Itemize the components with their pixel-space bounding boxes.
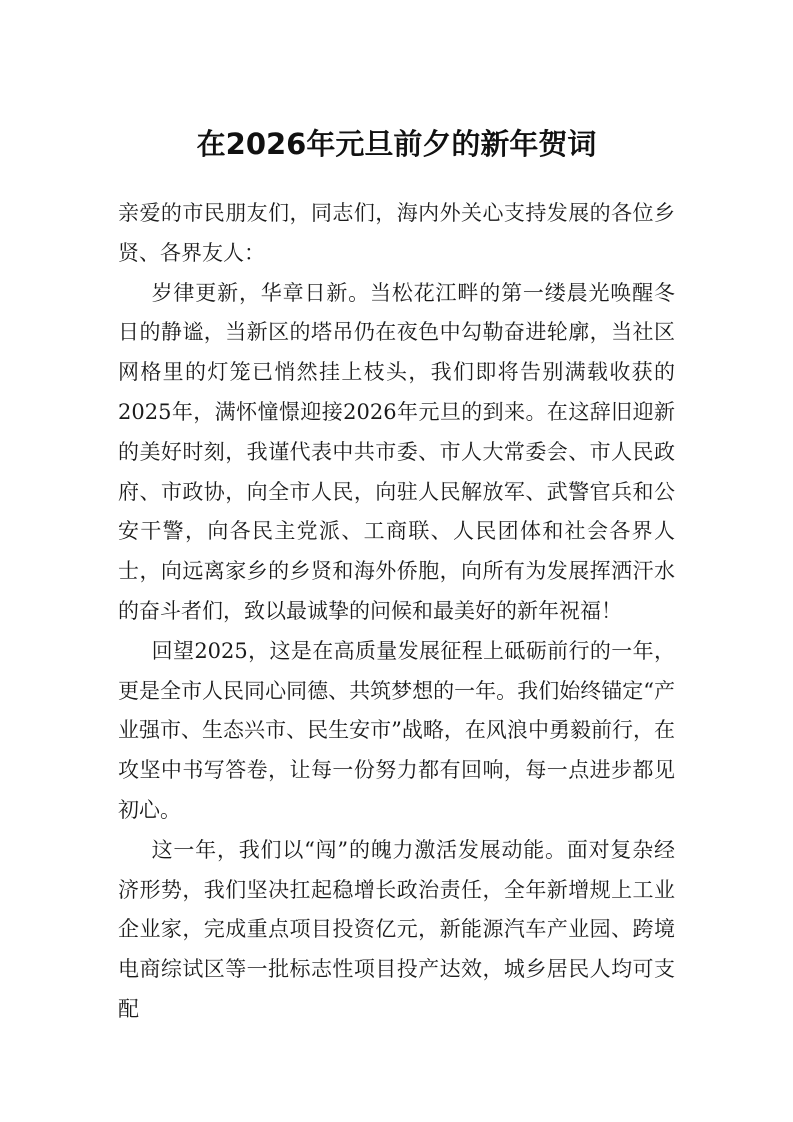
salutation-paragraph: 亲爱的市民朋友们，同志们，海内外关心支持发展的各位乡贤、各界友人： — [118, 201, 675, 265]
document-body — [118, 194, 675, 1030]
development-paragraph: 这一年，我们以“闯”的魄力激活发展动能。面对复杂经济形势，我们坚决扛起稳增长政治责任，全年新增规上工业企业家，完成重点项目投资亿元，新能源汽车产业园、跨境电商综试区等一批标志性项目投产达效，城乡居民人均可支配 — [118, 837, 675, 1021]
document-title: 在2026年元旦前夕的新年贺词 — [196, 127, 597, 161]
greeting-paragraph: 岁律更新，华章日新。当松花江畔的第一缕晨光唤醒冬日的静谧，当新区的塔吊仍在夜色中勾勒奋进轮廓，当社区网格里的灯笼已悄然挂上枝头，我们即将告别满载收获的2025年，满怀憧憬迎接2026年元旦的到来。在这辞旧迎新的美好时刻，我谨代表中共市委、市人大常委会、市人民政府、市政协，向全市人民，向驻人民解放军、武警官兵和公安干警，向各民主党派、工商联、人民团体和社会各界人士，向远离家乡的乡贤和海外侨胞，向所有为发展挥洒汗水的奋斗者们，致以最诚挚的问候和最美好的新年祝福！ — [118, 280, 675, 623]
review-paragraph: 回望2025，这是在高质量发展征程上砥砺前行的一年，更是全市人民同心同德、共筑梦想的一年。我们始终锚定“产业强市、生态兴市、民生安市”战略，在风浪中勇毅前行，在攻坚中书写答卷，让每一份努力都有回响，每一点进步都见初心。 — [118, 638, 675, 822]
